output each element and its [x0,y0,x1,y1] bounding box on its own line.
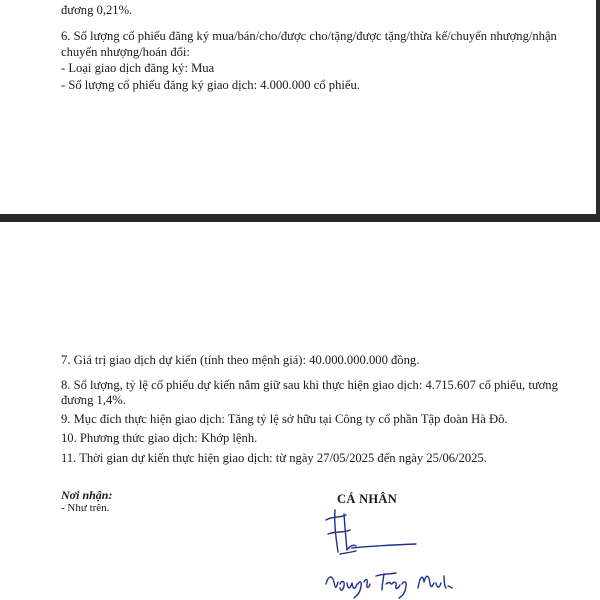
text-line: 11. Thời gian dự kiến thực hiện giao dịch: từ ngày 27/05/2025 đến ngày 25/06/2025. [61,451,487,465]
text-line: 8. Số lượng, tỷ lệ cổ phiếu dự kiến nắm giữ sau khi thực hiện giao dịch: 4.715.607 cổ phiếu, tương [61,378,558,392]
recipients-title: Nơi nhận: [61,488,113,502]
text-line: đương 1,4%. [61,393,126,407]
page-separator [0,214,600,222]
text-line: chuyển nhượng/hoán đổi: [61,45,190,59]
text-line: - Loại giao dịch đăng ký: Mua [61,61,215,75]
text-line: 7. Giá trị giao dịch dự kiến (tính theo mệnh giá): 40.000.000.000 đồng. [61,353,420,367]
text-line: 10. Phương thức giao dịch: Khớp lệnh. [61,431,258,445]
text-line: 9. Mục đích thực hiện giao dịch: Tăng tỷ lệ sở hữu tại Công ty cổ phần Tập đoàn Hà Đô. [61,412,508,426]
handwritten-signature [320,504,470,600]
signatory-title: CÁ NHÂN [337,492,398,506]
text-line: 6. Số lượng cổ phiếu đăng ký mua/bán/cho/được cho/tặng/được tặng/thừa kế/chuyển nhượng/nhận [61,29,557,43]
document-page-top [0,0,600,214]
page-edge [596,0,600,214]
document-page-bottom [0,222,600,600]
recipients-item: - Như trên. [61,502,110,514]
text-line: đương 0,21%. [61,3,133,17]
text-line: - Số lượng cổ phiếu đăng ký giao dịch: 4.000.000 cổ phiếu. [61,78,360,92]
